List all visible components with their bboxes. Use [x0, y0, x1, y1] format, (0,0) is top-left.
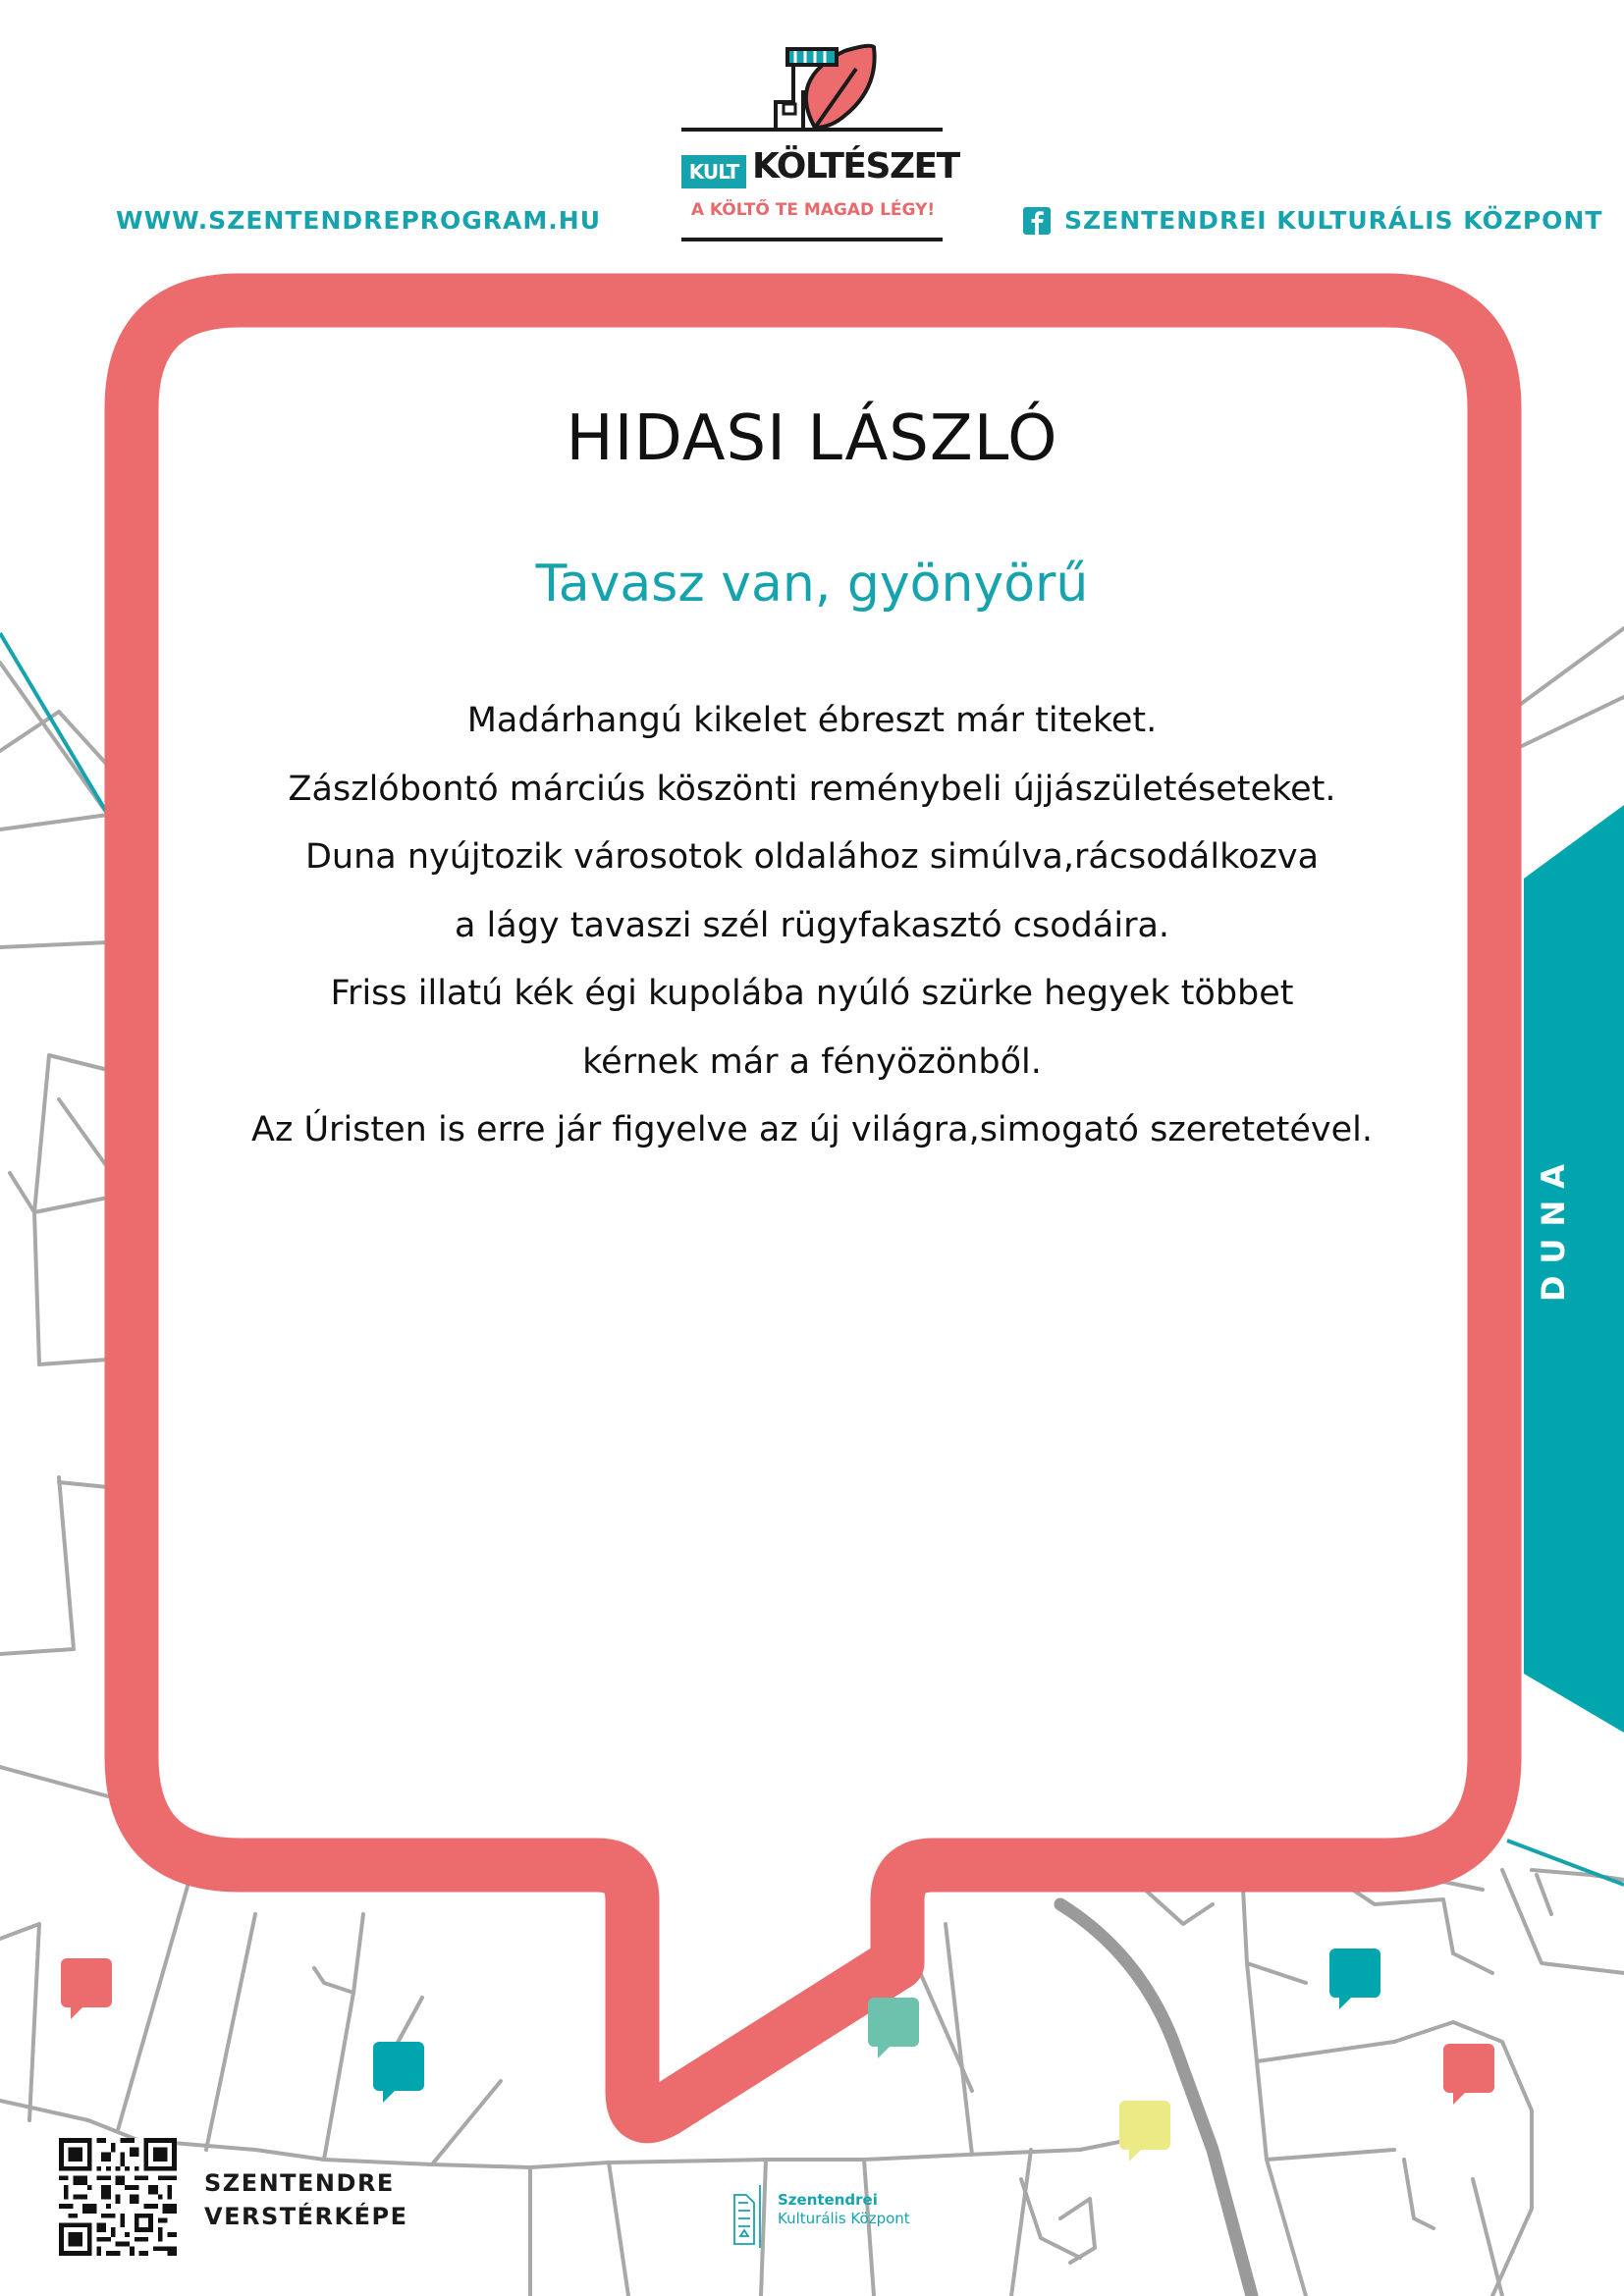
- poem-line: Duna nyújtozik városotok oldalához simúlva,rácsodálkozva: [304, 837, 1320, 877]
- map-pin-bubble-teal[interactable]: [373, 2042, 424, 2091]
- poem-author: HIDASI LÁSZLÓ: [566, 402, 1058, 475]
- org-logo-icon: [731, 2181, 774, 2250]
- map-pin-bubble-teal[interactable]: [1329, 1949, 1380, 1998]
- website-link[interactable]: WWW.SZENTENDREPROGRAM.HU: [116, 206, 601, 235]
- org-line-1: Szentendrei: [778, 2191, 878, 2209]
- poem-line: Az Úristen is erre jár figyelve az új világra,simogató szeretetével.: [251, 1110, 1373, 1149]
- river-label-text: DUNA: [1535, 1151, 1572, 1303]
- map-pin-bubble-coral[interactable]: [61, 1958, 112, 2007]
- qr-code[interactable]: [59, 2138, 177, 2256]
- facebook-link[interactable]: [1023, 206, 1602, 235]
- poem-line: Zászlóbontó márciús köszönti reménybeli újjászületéseteket.: [288, 769, 1336, 809]
- poem-line: Friss illatú kék égi kupolába nyúló szürke hegyek többet: [330, 974, 1294, 1013]
- poem-body: [157, 687, 1467, 1165]
- facebook-label: SZENTENDREI KULTURÁLIS KÖZPONT: [1064, 206, 1603, 235]
- szentendrei-kulturalis-kozpont-logo: [731, 2181, 917, 2250]
- map-pin-bubble-coral[interactable]: [1443, 2044, 1494, 2093]
- org-logo-text: [778, 2191, 910, 2228]
- map-pin-bubble-mint[interactable]: [868, 1998, 919, 2047]
- kult-kolteszet-logo: [677, 39, 959, 245]
- verster-line-2: VERSTÉRKÉPE: [204, 2203, 408, 2230]
- logo-tagline: A KÖLTŐ TE MAGAD LÉGY!: [690, 200, 936, 220]
- verster-line-1: SZENTENDRE: [204, 2169, 395, 2197]
- poem-line: kérnek már a fényözönből.: [582, 1041, 1042, 1082]
- map-pin-bubble-yellow[interactable]: [1119, 2101, 1170, 2150]
- org-line-2: Kulturális Központ: [778, 2210, 910, 2227]
- poem-line: a lágy tavaszi szél rügyfakasztó csodáira.: [454, 905, 1170, 945]
- logo-kult-badge: KULT: [681, 155, 746, 188]
- facebook-icon: [1023, 207, 1051, 235]
- poem-title: Tavasz van, gyönyörű: [535, 555, 1089, 614]
- poem-line: Madárhangú kikelet ébreszt már titeket.: [466, 701, 1158, 740]
- verster-label: [204, 2166, 407, 2233]
- river-label: [1524, 1148, 1583, 1306]
- logo-name: KÖLTÉSZET: [752, 146, 959, 187]
